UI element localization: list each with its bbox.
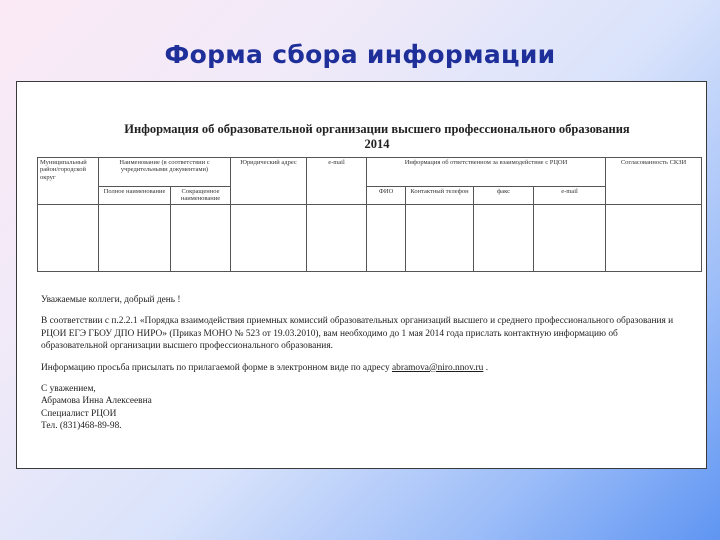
letter-paragraph-2 bbox=[41, 362, 681, 374]
header-resp-email: e-mail bbox=[534, 187, 606, 205]
letter-paragraph-2-text: Информацию просьба присылать по прилагаемой форме в электронном виде по адресу bbox=[41, 362, 390, 373]
contact-email-link[interactable]: abramova@niro.nnov.ru bbox=[392, 362, 484, 373]
table-cell bbox=[231, 204, 307, 271]
table-cell bbox=[606, 204, 702, 271]
table-cell bbox=[307, 204, 367, 271]
header-fio: ФИО bbox=[367, 187, 406, 205]
header-municipal: Муниципальный район/городской округ bbox=[38, 158, 99, 205]
table-cell bbox=[171, 204, 231, 271]
signature-phone: Тел. (831)468-89-98. bbox=[41, 421, 122, 432]
signature-closing: С уважением, bbox=[41, 384, 96, 395]
signature-name: Абрамова Инна Алексеевна bbox=[41, 396, 152, 407]
letter-body bbox=[41, 294, 681, 442]
table-cell bbox=[38, 204, 99, 271]
header-email: e-mail bbox=[307, 158, 367, 205]
letter-paragraph-1: В соответствии с п.2.2.1 «Порядка взаимодействия приемных комиссий образовательных организаций высшего и среднего профессионального образования и РЦОИ ЕГЭ ГБОУ ДПО НИРО» (Приказ МОНО № 523 от 19.03.2010), вам необходимо до 1 мая 2014 года прислать контактную информацию об образовательной организации высшего профессионального образования. bbox=[41, 316, 674, 352]
information-form-table bbox=[37, 157, 702, 272]
header-name-full: Полное наименование bbox=[99, 187, 171, 205]
signature-position: Специалист РЦОИ bbox=[41, 408, 117, 419]
letter-signature bbox=[41, 383, 681, 433]
table-cell bbox=[367, 204, 406, 271]
table-cell bbox=[474, 204, 534, 271]
table-cell bbox=[99, 204, 171, 271]
document-heading: Информация об образовательной организации высшего профессионального образования 2014 bbox=[124, 122, 630, 151]
header-fax: факс bbox=[474, 187, 534, 205]
table-cell bbox=[534, 204, 606, 271]
letter-paragraph-2-end: . bbox=[485, 362, 489, 373]
header-phone: Контактный телефон bbox=[406, 187, 474, 205]
header-name: Наименование (в соответствии с учредительными документами) bbox=[99, 158, 231, 187]
slide-title: Форма сбора информации bbox=[164, 40, 556, 69]
letter-greeting: Уважаемые коллеги, добрый день ! bbox=[41, 295, 181, 305]
scanned-document bbox=[16, 81, 707, 469]
table-cell bbox=[406, 204, 474, 271]
header-legal-address: Юридический адрес bbox=[231, 158, 307, 205]
header-responsible: Информация об ответственном за взаимодействие с РЦОИ bbox=[367, 158, 606, 187]
header-name-short: Сокращенное наименование bbox=[171, 187, 231, 205]
header-skzi: Согласованность СКЗИ bbox=[606, 158, 702, 205]
